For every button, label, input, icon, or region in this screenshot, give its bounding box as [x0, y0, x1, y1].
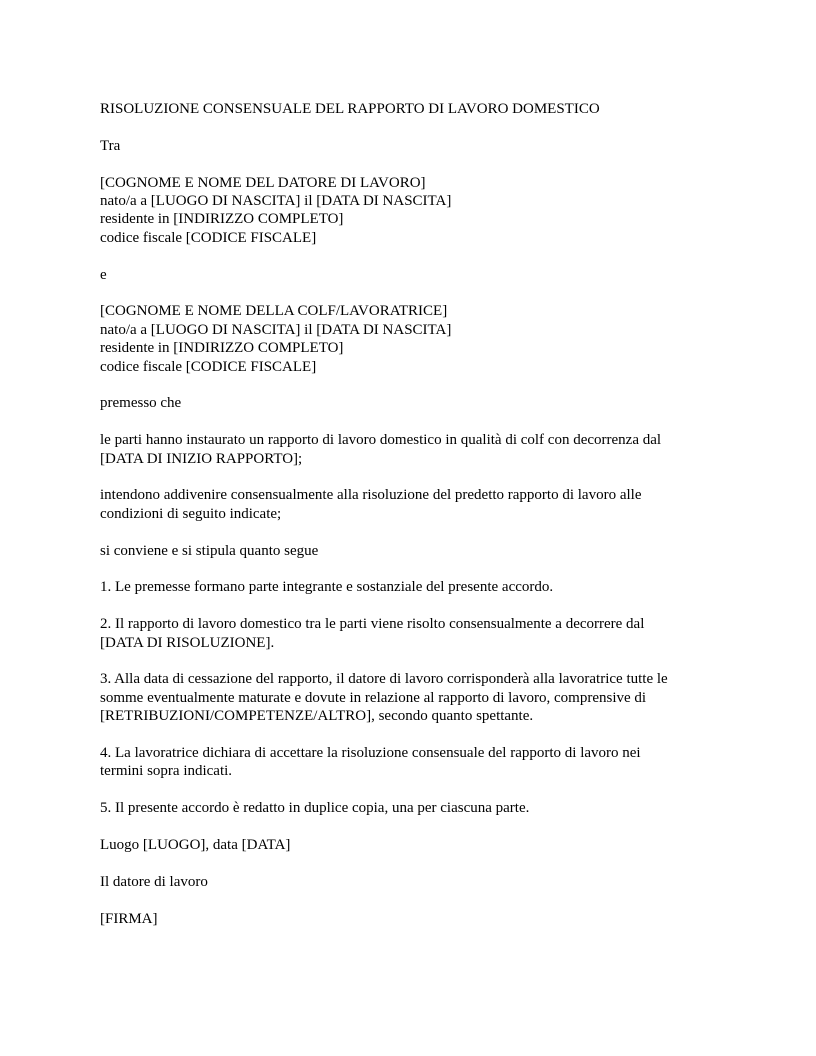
and-label: e [100, 266, 107, 283]
employer-birth: nato/a a [LUOGO DI NASCITA] il [DATA DI NASCITA] [100, 193, 452, 209]
clause-5 [100, 799, 720, 817]
signature-label: Il datore di lavoro [100, 873, 208, 890]
employer-name: [COGNOME E NOME DEL DATORE DI LAVORO] [100, 174, 426, 191]
employer-tax-code: codice fiscale [CODICE FISCALE] [100, 229, 317, 246]
clause-1 [100, 578, 720, 596]
premise-2 [100, 486, 720, 523]
premise-1-line: le parti hanno instaurato un rapporto di lavoro domestico in qualità di colf con decorrenza dal [100, 432, 662, 449]
clause-3-line: [RETRIBUZIONI/COMPETENZE/ALTRO], secondo quanto spettante. [100, 708, 534, 725]
clause-2-line: 2. Il rapporto di lavoro domestico tra le parti viene risolto consensualmente a decorrere dal [100, 616, 645, 633]
worker-block [100, 302, 720, 376]
employer-residence: residente in [INDIRIZZO COMPLETO] [100, 211, 344, 228]
premise-2-line: condizioni di seguito indicate; [100, 505, 282, 522]
premise-1-line: [DATA DI INIZIO RAPPORTO]; [100, 450, 303, 467]
clause-4-line: termini sopra indicati. [100, 763, 233, 780]
clause-2 [100, 615, 720, 652]
clause-5-line: 5. Il presente accordo è redatto in duplice copia, una per ciascuna parte. [100, 800, 530, 817]
clause-3-line: somme eventualmente maturate e dovute in relazione al rapporto di lavoro, comprensive di [100, 689, 647, 706]
signature-placeholder: [FIRMA] [100, 910, 158, 927]
place-date: Luogo [LUOGO], data [DATA] [100, 837, 291, 854]
premise-2-line: intendono addivenire consensualmente alla risoluzione del predetto rapporto di lavoro alle [100, 487, 642, 504]
worker-tax-code: codice fiscale [CODICE FISCALE] [100, 358, 317, 375]
worker-residence: residente in [INDIRIZZO COMPLETO] [100, 340, 344, 357]
worker-birth: nato/a a [LUOGO DI NASCITA] il [DATA DI NASCITA] [100, 321, 452, 338]
clause-3 [100, 670, 720, 725]
employer-block [100, 174, 720, 248]
agreement-heading: si conviene e si stipula quanto segue [100, 542, 319, 559]
document-body [100, 100, 720, 946]
clause-2-line: [DATA DI RISOLUZIONE]. [100, 634, 275, 651]
clause-4-line: 4. La lavoratrice dichiara di accettare la risoluzione consensuale del rapporto di lavoro nei [100, 745, 641, 762]
worker-name: [COGNOME E NOME DELLA COLF/LAVORATRICE] [100, 303, 448, 320]
clause-1-line: 1. Le premesse formano parte integrante e sostanziale del presente accordo. [100, 579, 554, 596]
premise-1 [100, 431, 720, 468]
clause-4 [100, 744, 720, 781]
spacer [100, 118, 720, 136]
clause-3-line: 3. Alla data di cessazione del rapporto, il datore di lavoro corrisponderà alla lavoratrice tutte le [100, 671, 668, 688]
between-label: Tra [100, 137, 121, 154]
document-title: RISOLUZIONE CONSENSUALE DEL RAPPORTO DI LAVORO DOMESTICO [100, 101, 600, 117]
premise-heading: premesso che [100, 395, 182, 412]
